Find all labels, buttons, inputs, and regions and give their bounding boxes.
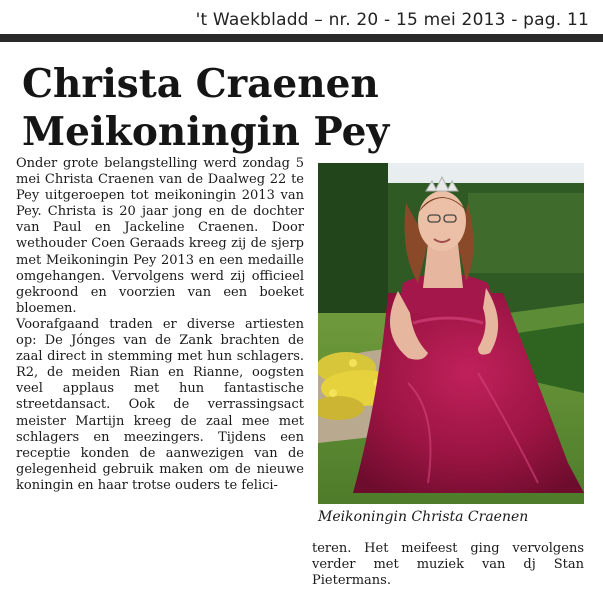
photo-caption: Meikoningin Christa Craenen (318, 509, 529, 525)
headline-line-2: Meikoningin Pey (22, 109, 390, 155)
page-header: 't Waekbladd – nr. 20 - 15 mei 2013 - pag. 11 (195, 10, 589, 30)
article-paragraph-1: Onder grote belangstelling werd zondag 5 mei Christa Craenen van de Daalweg 22 te Pey uitgeroepen tot meikoningin 2013 van Pey. Christa is 20 jaar jong en de dochter van Paul en Jackeline Craenen. Door wethouder Coen Geraads kreeg zij de sjerp met Meikoningin Pey 2013 en een medaille omgehangen. Vervolgens werd zij officieel gekroond en voorzien van een boeket bloemen. (16, 156, 304, 316)
article-column-left (16, 156, 304, 494)
article-paragraph-2: Voorafgaand traden er diverse artiesten op: De Jónges van de Zank brachten de zaal direct in stemming met hun schlagers. R2, de meiden Rian en Rianne, oogsten veel applaus met hun fantastische streetdansact. Ook de verrassingsact meister Martijn kreeg de zaal mee met schlagers en meezingers. Tijdens een receptie konden de aanwezigen van de gelegenheid gebruik maken om de nieuwe koningin en haar trotse ouders te felici- (16, 316, 304, 493)
photo-illustration (318, 163, 584, 504)
article-photo (318, 163, 584, 504)
article-column-right (312, 541, 584, 589)
article-headline (22, 60, 389, 156)
article-paragraph-3: teren. Het meifeest ging vervolgens verder met muziek van dj Stan Pietermans. (312, 541, 584, 589)
header-rule (0, 34, 603, 42)
headline-line-1: Christa Craenen (22, 61, 379, 107)
